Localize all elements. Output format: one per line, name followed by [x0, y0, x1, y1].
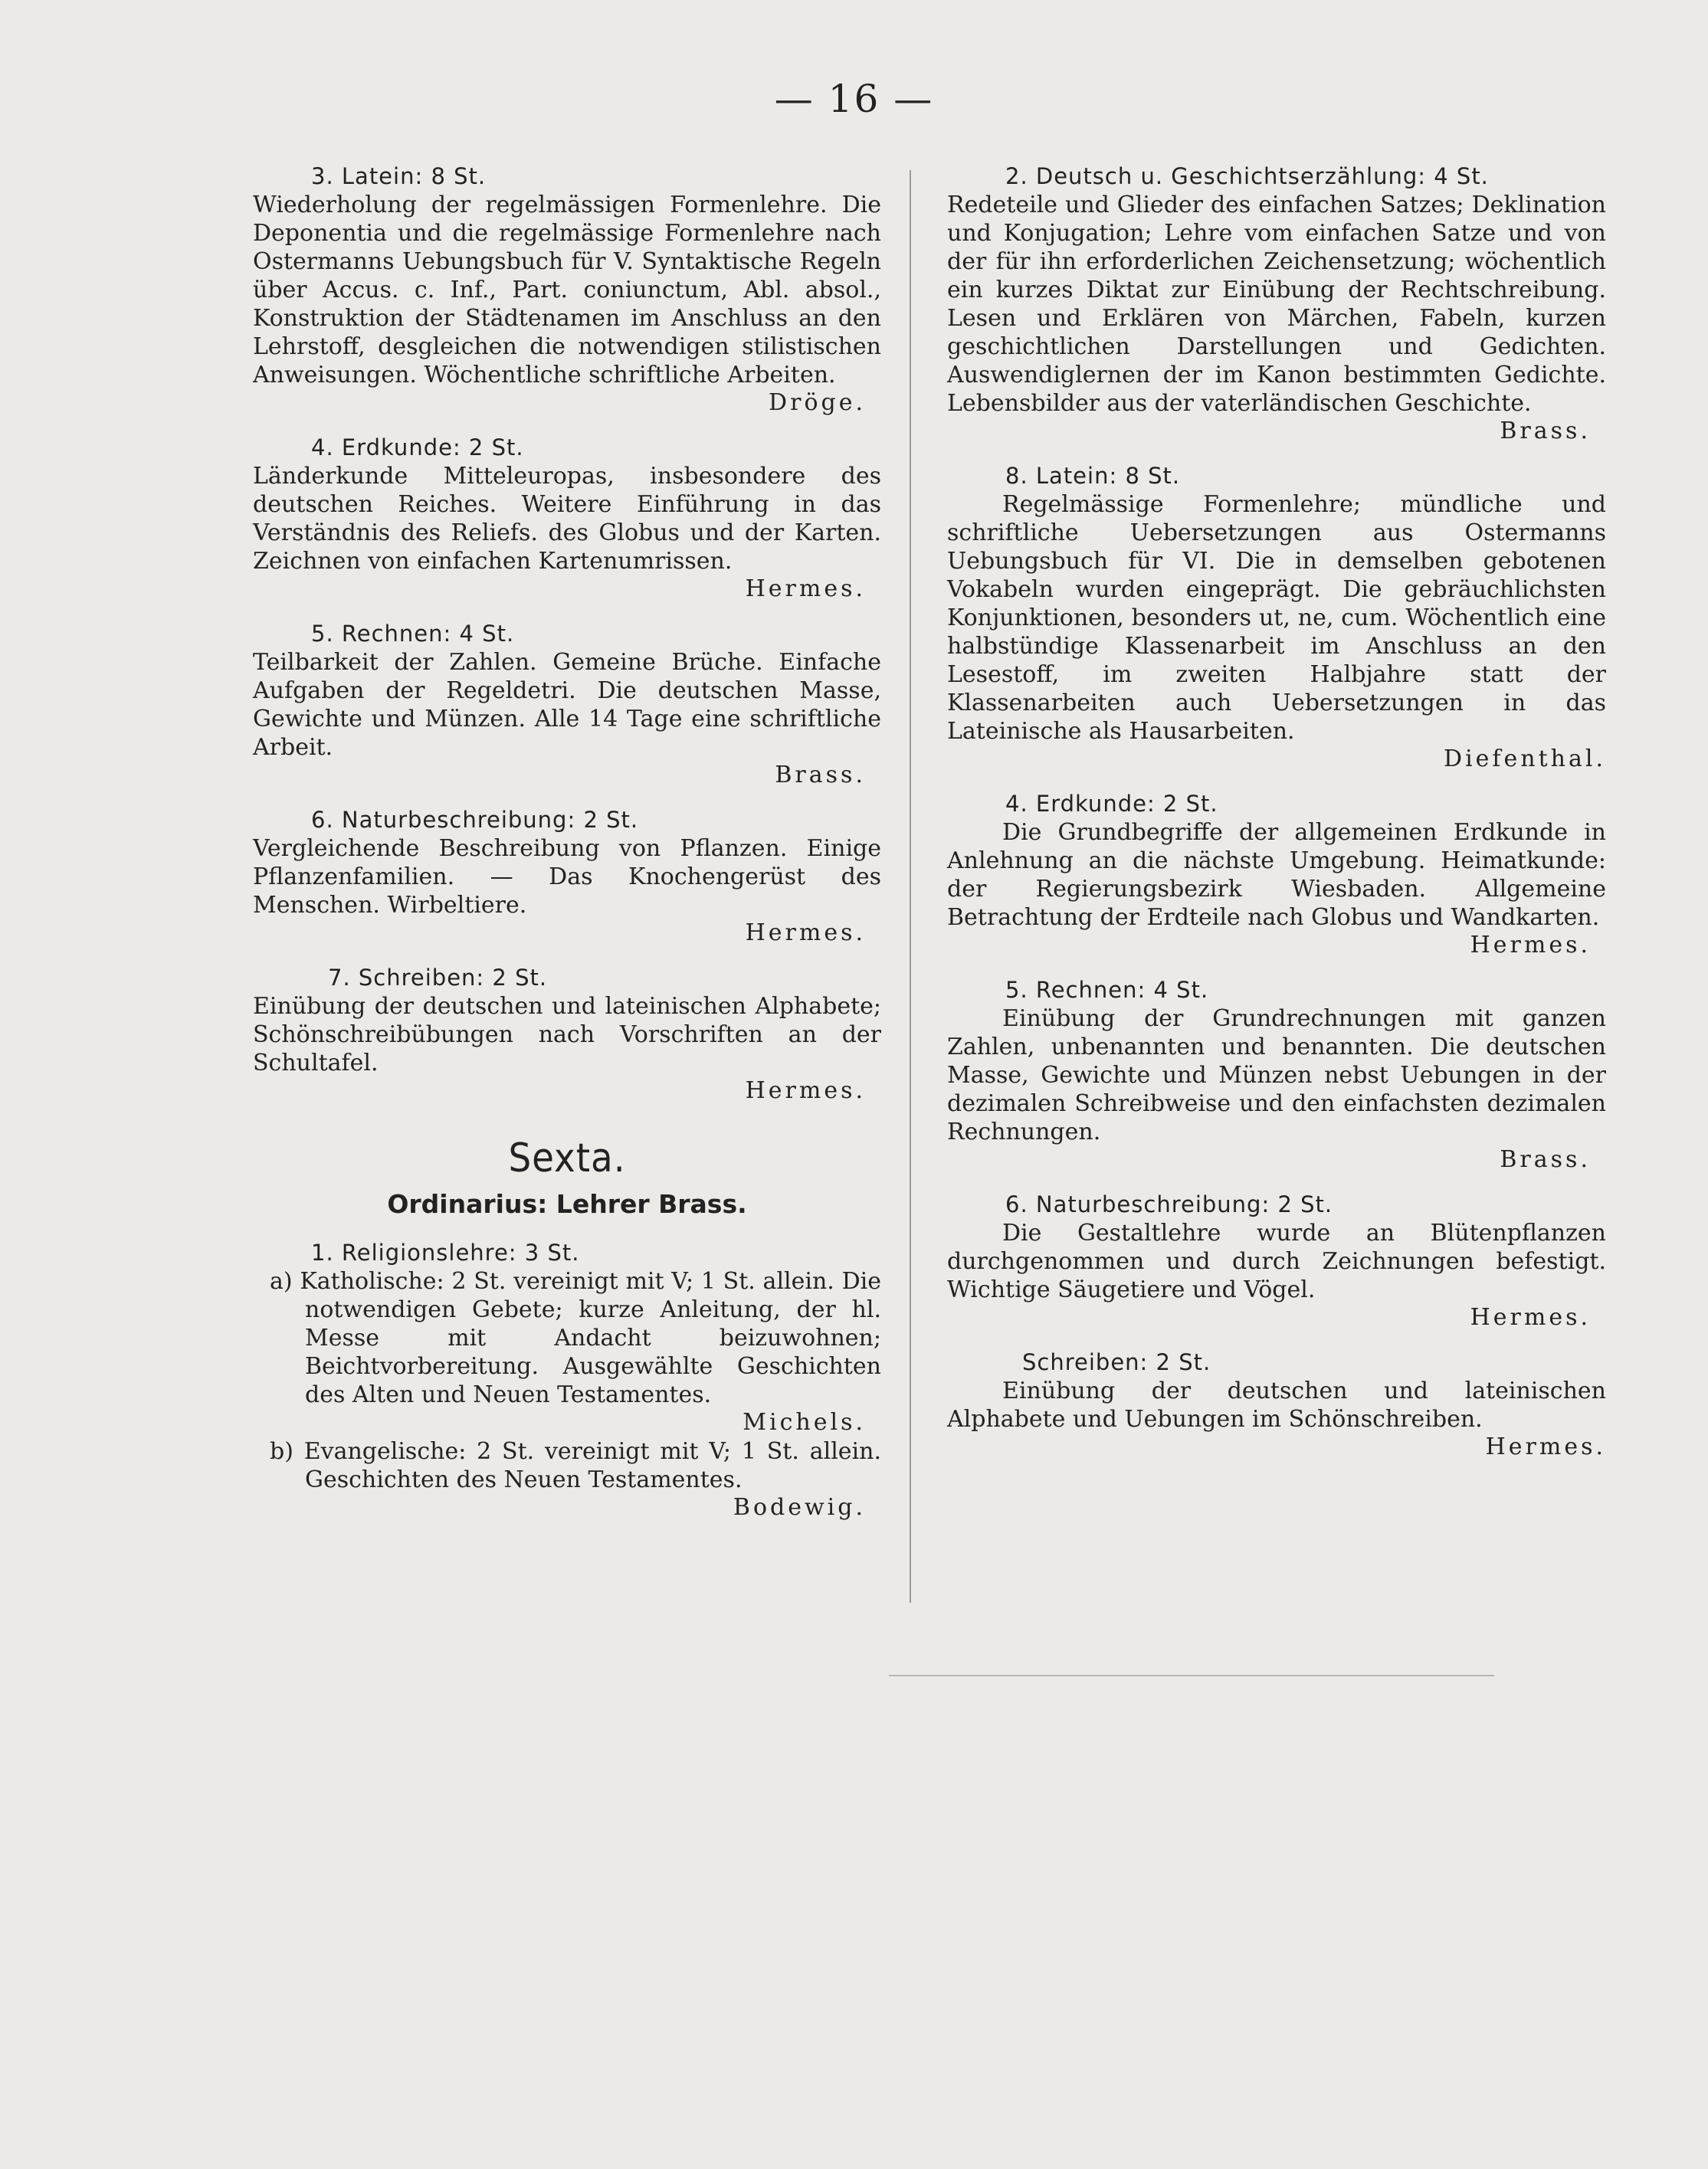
section-body: Die Grundbegriffe der allgemeinen Erdkunde in Anlehnung an die nächste Umgebung. Heimatkunde: der Regierungsbezirk Wiesbaden. Allgemeine Betrachtung der Erdteile nach Globus und Wandkarten. [947, 819, 1606, 931]
section-latein-v [253, 162, 881, 417]
section-schreiben-vi [947, 1348, 1606, 1461]
section-body: Regelmässige Formenlehre; mündliche und schriftliche Uebersetzungen aus Ostermanns Uebungsbuch für VI. Die in demselben gebotenen Vokabeln wurden eingeprägt. Die gebräuchlichsten Konjunktionen, besonders ut, ne, cum. Wöchentlich eine halbstündige Klassenarbeit im Anschluss an den Lesestoff, im zweiten Halbjahre statt der Klassenarbeiten auch Uebersetzungen in das Lateinische als Hausarbeiten. [947, 491, 1606, 745]
teacher-name: Hermes. [745, 919, 866, 946]
section-heading: 8. Latein: 8 St. [1005, 463, 1181, 489]
section-heading: 6. Naturbeschreibung: 2 St. [1005, 1191, 1333, 1217]
class-title: Sexta. [508, 1135, 626, 1181]
section-body: Einübung der deutschen und lateinischen Alphabete; Schönschreibübungen nach Vorschriften an der Schultafel. [253, 993, 881, 1076]
teacher-name: Hermes. [745, 575, 866, 602]
right-column [947, 162, 1606, 1478]
section-naturbeschreibung-v [253, 806, 881, 947]
column-divider [910, 170, 911, 1603]
teacher-name: Brass. [775, 762, 866, 788]
teacher-name: Brass. [1500, 1146, 1591, 1173]
religion-catholic: a) Katholische: 2 St. vereinigt mit V; 1 St. allein. Die notwendigen Gebete; kurze Anleitung, der hl. Messe mit Andacht beizuwohnen; Beichtvorbereitung. Ausgewählte Geschichten des Alten und Neuen Testamentes. [270, 1268, 881, 1408]
section-heading: 4. Erdkunde: 2 St. [311, 434, 524, 460]
section-naturbeschreibung-vi [947, 1191, 1606, 1332]
teacher-name: Hermes. [745, 1077, 866, 1104]
section-heading: 4. Erdkunde: 2 St. [1005, 791, 1218, 817]
teacher-name: Michels. [743, 1409, 866, 1436]
teacher-name: Brass. [1500, 418, 1591, 444]
section-latein-vi [947, 462, 1606, 773]
ordinarius-heading: Ordinarius: Lehrer Brass. [387, 1189, 747, 1219]
section-religion-vi [253, 1239, 881, 1522]
page-number: — 16 — [774, 77, 934, 121]
bleed-through-rule [889, 1675, 1494, 1676]
section-body: Vergleichende Beschreibung von Pflanzen. Einige Pflanzenfamilien. — Das Knochengerüst des Menschen. Wirbeltiere. [253, 835, 881, 919]
section-body: Wiederholung der regelmässigen Formenlehre. Die Deponentia und die regelmässige Formenlehre nach Ostermanns Uebungsbuch für V. Syntaktische Regeln über Accus. c. Inf., Part. coniunctum, Abl. absol., Konstruktion der Städtenamen im Anschluss an den Lehrstoff, desgleichen die notwendigen stilistischen Anweisungen. Wöchentliche schriftliche Arbeiten. [253, 192, 881, 388]
section-body: Länderkunde Mitteleuropas, insbesondere des deutschen Reiches. Weitere Einführung in das Verständnis des Reliefs. des Globus und der Karten. Zeichnen von einfachen Kartenumrissen. [253, 463, 881, 575]
section-body: Einübung der Grundrechnungen mit ganzen Zahlen, unbenannten und benannten. Die deutschen Masse, Gewichte und Münzen nebst Uebungen in der dezimalen Schreibweise und den einfachsten dezimalen Rechnungen. [947, 1005, 1606, 1145]
teacher-name: Diefenthal. [1444, 745, 1606, 772]
section-erdkunde-v [253, 434, 881, 603]
section-heading: 6. Naturbeschreibung: 2 St. [311, 807, 639, 833]
section-rechnen-vi [947, 976, 1606, 1174]
teacher-name: Hermes. [1470, 932, 1591, 958]
section-erdkunde-vi [947, 790, 1606, 959]
religion-protestant: b) Evangelische: 2 St. vereinigt mit V; 1 St. allein. Geschichten des Neuen Testamentes. [270, 1438, 881, 1493]
section-heading: 2. Deutsch u. Geschichtserzählung: 4 St. [1005, 163, 1489, 189]
teacher-name: Hermes. [1485, 1433, 1606, 1460]
section-schreiben-v [253, 964, 881, 1105]
section-body: Teilbarkeit der Zahlen. Gemeine Brüche. Einfache Aufgaben der Regeldetri. Die deutschen Masse, Gewichte und Münzen. Alle 14 Tage eine schriftliche Arbeit. [253, 649, 881, 761]
section-body: Einübung der deutschen und lateinischen Alphabete und Uebungen im Schönschreiben. [947, 1378, 1606, 1433]
left-column [253, 162, 881, 1538]
section-heading: 7. Schreiben: 2 St. [328, 965, 548, 991]
section-heading: Schreiben: 2 St. [1022, 1349, 1211, 1375]
section-body: Redeteile und Glieder des einfachen Satzes; Deklination und Konjugation; Lehre vom einfachen Satze und von der für ihn erforderlichen Zeichensetzung; wöchentlich ein kurzes Diktat zur Einübung der Rechtschreibung. Lesen und Erklären von Märchen, Fabeln, kurzen geschichtlichen Darstellungen und Gedichten. Auswendiglernen der im Kanon bestimmten Gedichte. Lebensbilder aus der vaterländischen Geschichte. [947, 192, 1606, 417]
teacher-name: Dröge. [769, 389, 866, 416]
section-heading: 1. Religionslehre: 3 St. [311, 1240, 580, 1266]
section-rechnen-v [253, 620, 881, 789]
section-body: Die Gestaltlehre wurde an Blütenpflanzen durchgenommen und durch Zeichnungen befestigt. Wichtige Säugetiere und Vögel. [947, 1220, 1606, 1303]
section-heading: 5. Rechnen: 4 St. [311, 621, 515, 647]
section-heading: 3. Latein: 8 St. [311, 163, 487, 189]
section-deutsch-vi [947, 162, 1606, 445]
teacher-name: Hermes. [1470, 1304, 1591, 1331]
section-heading: 5. Rechnen: 4 St. [1005, 977, 1209, 1003]
teacher-name: Bodewig. [733, 1494, 866, 1521]
